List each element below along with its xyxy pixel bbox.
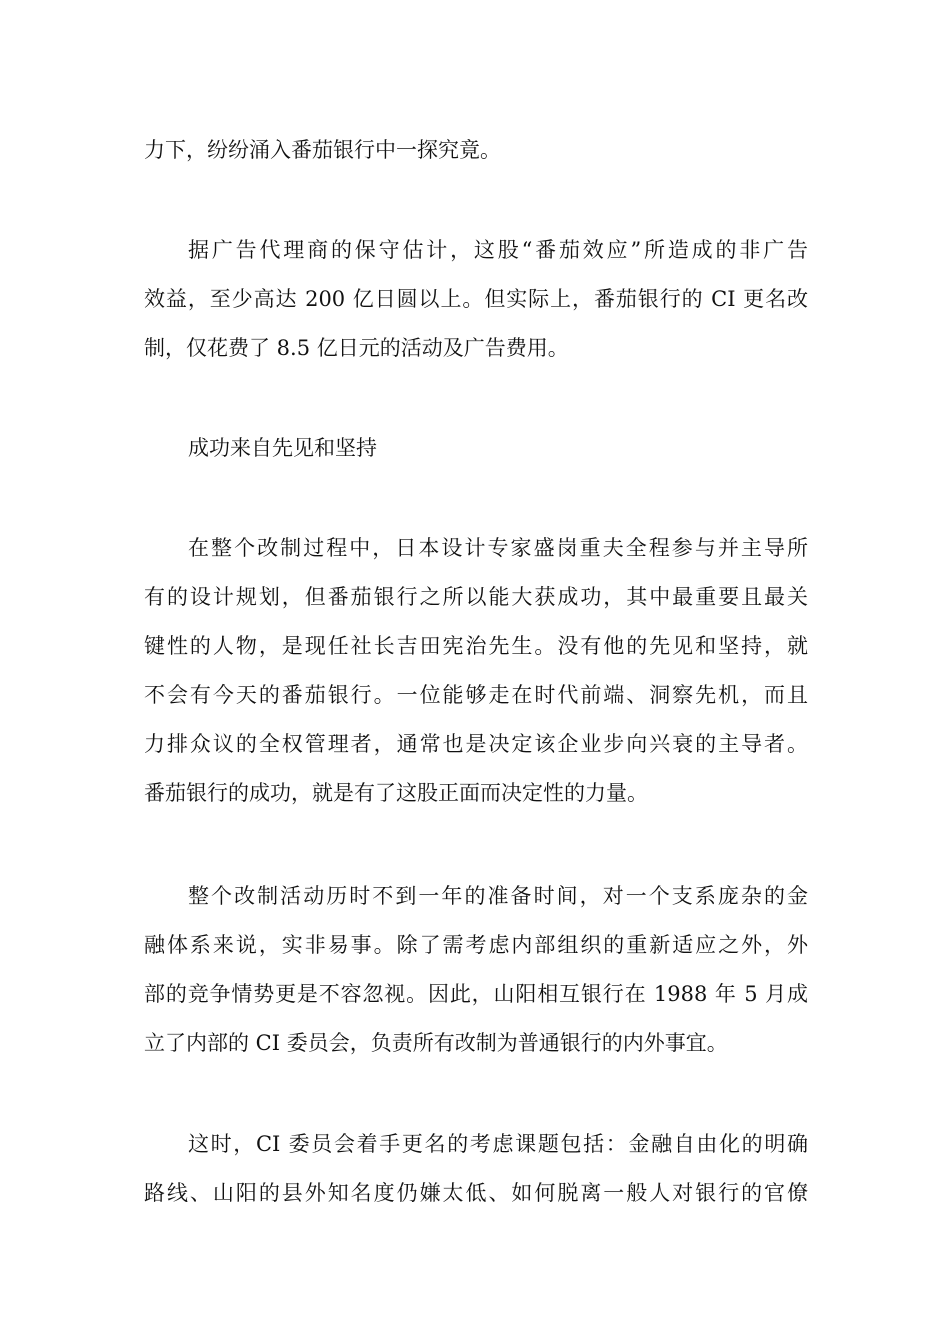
paragraph <box>144 524 808 818</box>
paragraph <box>144 872 808 1068</box>
paragraph-line: 效益，至少高达 200 亿日圆以上。但实际上，番茄银行的 CI 更名改 <box>144 287 808 311</box>
paragraph-line: 整个改制活动历时不到一年的准备时间，对一个支系庞杂的金 <box>188 884 808 908</box>
paragraph-line: 在整个改制过程中，日本设计专家盛岗重夫全程参与并主导所 <box>188 536 808 560</box>
paragraph-line: 路线、山阳的县外知名度仍嫌太低、如何脱离一般人对银行的官僚 <box>144 1181 808 1205</box>
section-heading <box>144 424 808 473</box>
section-heading-text: 成功来自先见和坚持 <box>188 436 377 460</box>
paragraph <box>144 226 808 373</box>
paragraph-line: 这时，CI 委员会着手更名的考虑课题包括：金融自由化的明确 <box>188 1132 808 1156</box>
paragraph-line: 力排众议的全权管理者，通常也是决定该企业步向兴衰的主导者。 <box>144 732 808 756</box>
paragraph-line: 键性的人物，是现任社长吉田宪治先生。没有他的先见和坚持，就 <box>144 634 808 658</box>
paragraph-line: 力下，纷纷涌入番茄银行中一探究竟。 <box>144 138 501 162</box>
paragraph-line: 制，仅花费了 8.5 亿日元的活动及广告费用。 <box>144 336 569 360</box>
paragraph-line: 据广告代理商的保守估计，这股“番茄效应”所造成的非广告 <box>188 238 808 262</box>
paragraph-line: 部的竞争情势更是不容忽视。因此，山阳相互银行在 1988 年 5 月成 <box>144 982 808 1006</box>
paragraph-line: 融体系来说，实非易事。除了需考虑内部组织的重新适应之外，外 <box>144 933 808 957</box>
paragraph-line: 番茄银行的成功，就是有了这股正面而决定性的力量。 <box>144 781 648 805</box>
paragraph-line: 立了内部的 CI 委员会，负责所有改制为普通银行的内外事宜。 <box>144 1031 728 1055</box>
paragraph-line: 有的设计规划，但番茄银行之所以能大获成功，其中最重要且最关 <box>144 585 808 609</box>
paragraph <box>144 126 808 175</box>
paragraph <box>144 1120 808 1218</box>
paragraph-line: 不会有今天的番茄银行。一位能够走在时代前端、洞察先机，而且 <box>144 683 808 707</box>
